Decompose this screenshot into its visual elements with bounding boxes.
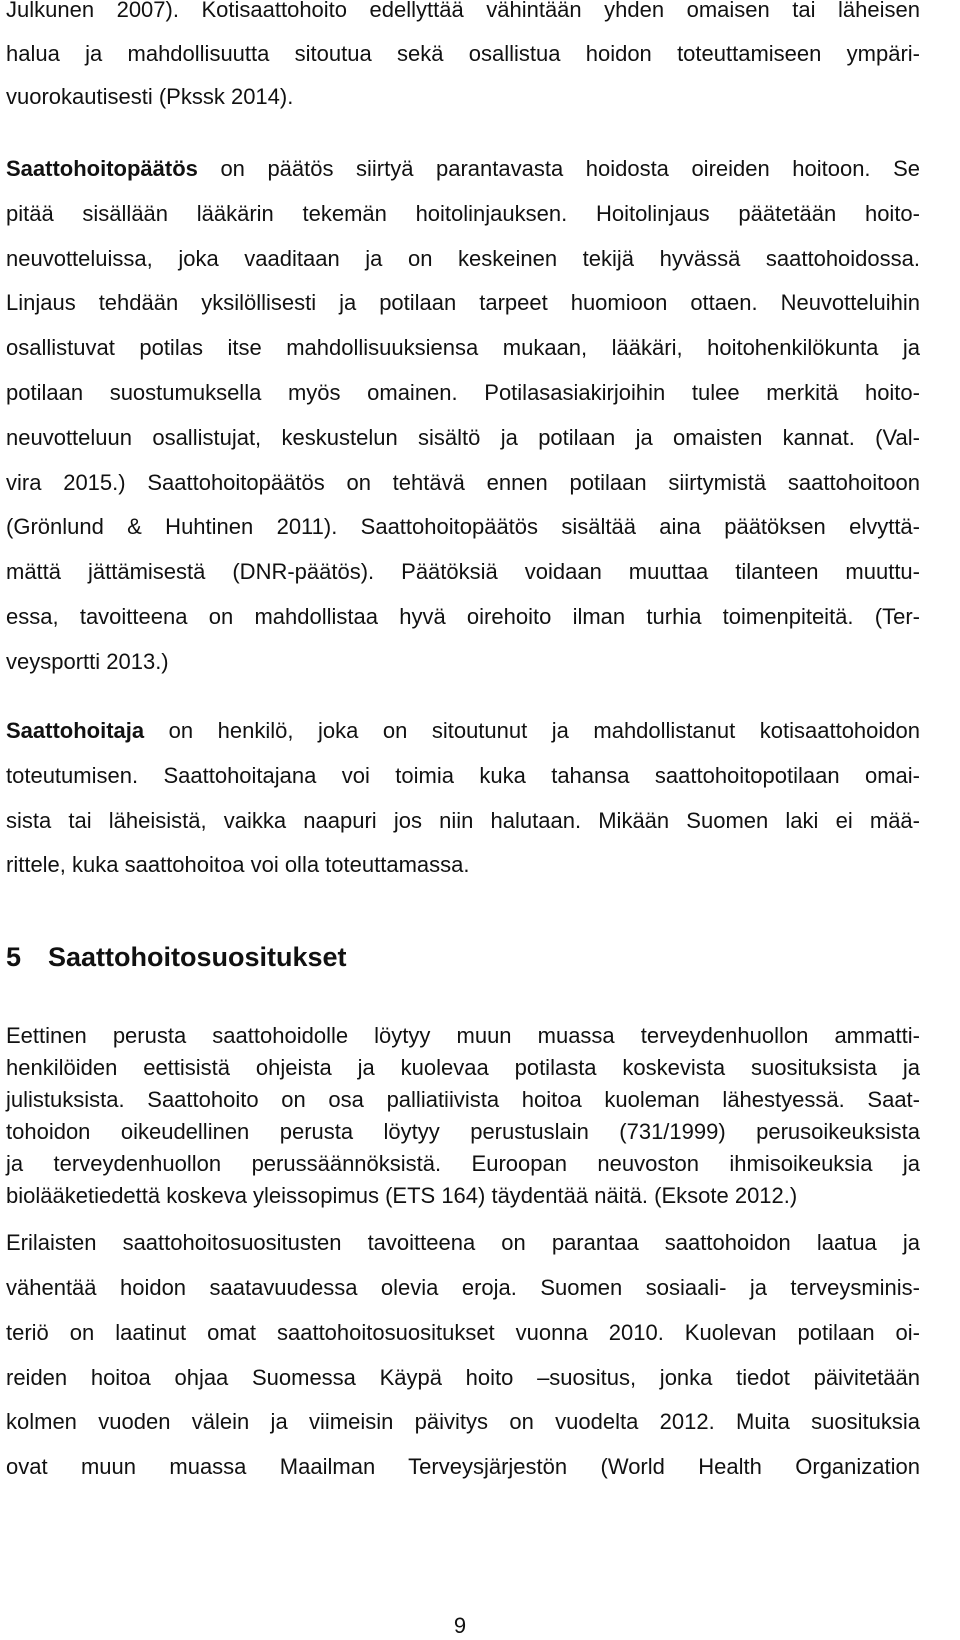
- text-line: henkilöiden eettisistä ohjeista ja kuolevaa potilasta koskevista suosituksista ja: [6, 1055, 920, 1080]
- text-line: teriö on laatinut omat saattohoitosuositukset vuonna 2010. Kuolevan potilaan oi-: [6, 1320, 920, 1345]
- text-line: vähentää hoidon saatavuudessa olevia eroja. Suomen sosiaali- ja terveysminis-: [6, 1275, 920, 1300]
- text-line: vuorokautisesti (Pkssk 2014).: [6, 84, 294, 109]
- text-line: neuvotteluun osallistujat, keskustelun sisältö ja potilaan ja omaisten kannat. (Val-: [6, 425, 920, 450]
- text-line: pitää sisällään lääkärin tekemän hoitolinjauksen. Hoitolinjaus päätetään hoito-: [6, 201, 920, 226]
- text-line: Julkunen 2007). Kotisaattohoito edellyttää vähintään yhden omaisen tai läheisen: [6, 0, 920, 22]
- text-line: veysportti 2013.): [6, 649, 169, 674]
- text-line: vira 2015.) Saattohoitopäätös on tehtävä ennen potilaan siirtymistä saattohoitoon: [6, 470, 920, 495]
- text-line: Linjaus tehdään yksilöllisesti ja potilaan tarpeet huomioon ottaen. Neuvotteluihin: [6, 290, 920, 315]
- text-line: ovat muun muassa Maailman Terveysjärjestön (World Health Organization: [6, 1454, 920, 1479]
- section-number: 5: [6, 942, 22, 972]
- text-line: essa, tavoitteena on mahdollistaa hyvä oirehoito ilman turhia toimenpiteitä. (Ter-: [6, 604, 920, 629]
- text-line: potilaan suostumuksella myös omainen. Potilasasiakirjoihin tulee merkitä hoito-: [6, 380, 920, 405]
- text-line: Erilaisten saattohoitosuositusten tavoitteena on parantaa saattohoidon laatua ja: [6, 1230, 920, 1255]
- defined-term: Saattohoitopäätös: [6, 156, 198, 181]
- text-line: (Grönlund & Huhtinen 2011). Saattohoitopäätös sisältää aina päätöksen elvyttä-: [6, 514, 920, 539]
- text-segment: on päätös siirtyä parantavasta hoidosta oireiden hoitoon. Se: [197, 156, 920, 181]
- section-title: Saattohoitosuositukset: [48, 942, 347, 972]
- section-heading: [6, 940, 347, 974]
- text-line: biolääketiedettä koskeva yleissopimus (ETS 164) täydentää näitä. (Eksote 2012.): [6, 1183, 798, 1208]
- text-line: osallistuvat potilas itse mahdollisuuksiensa mukaan, lääkäri, hoitohenkilökunta ja: [6, 335, 920, 360]
- text-line: mättä jättämisestä (DNR-päätös). Päätöksiä voidaan muuttaa tilanteen muuttu-: [6, 559, 920, 584]
- defined-term: Saattohoitaja: [6, 718, 145, 743]
- text-segment: on henkilö, joka on sitoutunut ja mahdollistanut kotisaattohoidon: [144, 718, 920, 743]
- text-line: julistuksista. Saattohoito on osa palliatiivista hoitoa kuoleman lähestyessä. Saat-: [6, 1087, 920, 1112]
- page-number: 9: [453, 1613, 467, 1638]
- text-line: neuvotteluissa, joka vaaditaan ja on keskeinen tekijä hyvässä saattohoidossa.: [6, 246, 920, 271]
- text-line: ja terveydenhuollon perussäännöksistä. Euroopan neuvoston ihmisoikeuksia ja: [6, 1151, 920, 1176]
- text-line: tohoidon oikeudellinen perusta löytyy perustuslain (731/1999) perusoikeuksista: [6, 1119, 920, 1144]
- text-line: sista tai läheisistä, vaikka naapuri jos niin halutaan. Mikään Suomen laki ei mää-: [6, 808, 920, 833]
- text-line: toteutumisen. Saattohoitajana voi toimia kuka tahansa saattohoitopotilaan omai-: [6, 763, 920, 788]
- text-line: reiden hoitoa ohjaa Suomessa Käypä hoito –suositus, jonka tiedot päivitetään: [6, 1365, 920, 1390]
- text-line: Eettinen perusta saattohoidolle löytyy muun muassa terveydenhuollon ammatti-: [6, 1023, 920, 1048]
- text-line: rittele, kuka saattohoitoa voi olla toteuttamassa.: [6, 852, 470, 877]
- text-line: [6, 155, 920, 183]
- text-line: kolmen vuoden välein ja viimeisin päivitys on vuodelta 2012. Muita suosituksia: [6, 1409, 920, 1434]
- text-line: halua ja mahdollisuutta sitoutua sekä osallistua hoidon toteuttamiseen ympäri-: [6, 41, 920, 66]
- text-line: [6, 717, 920, 745]
